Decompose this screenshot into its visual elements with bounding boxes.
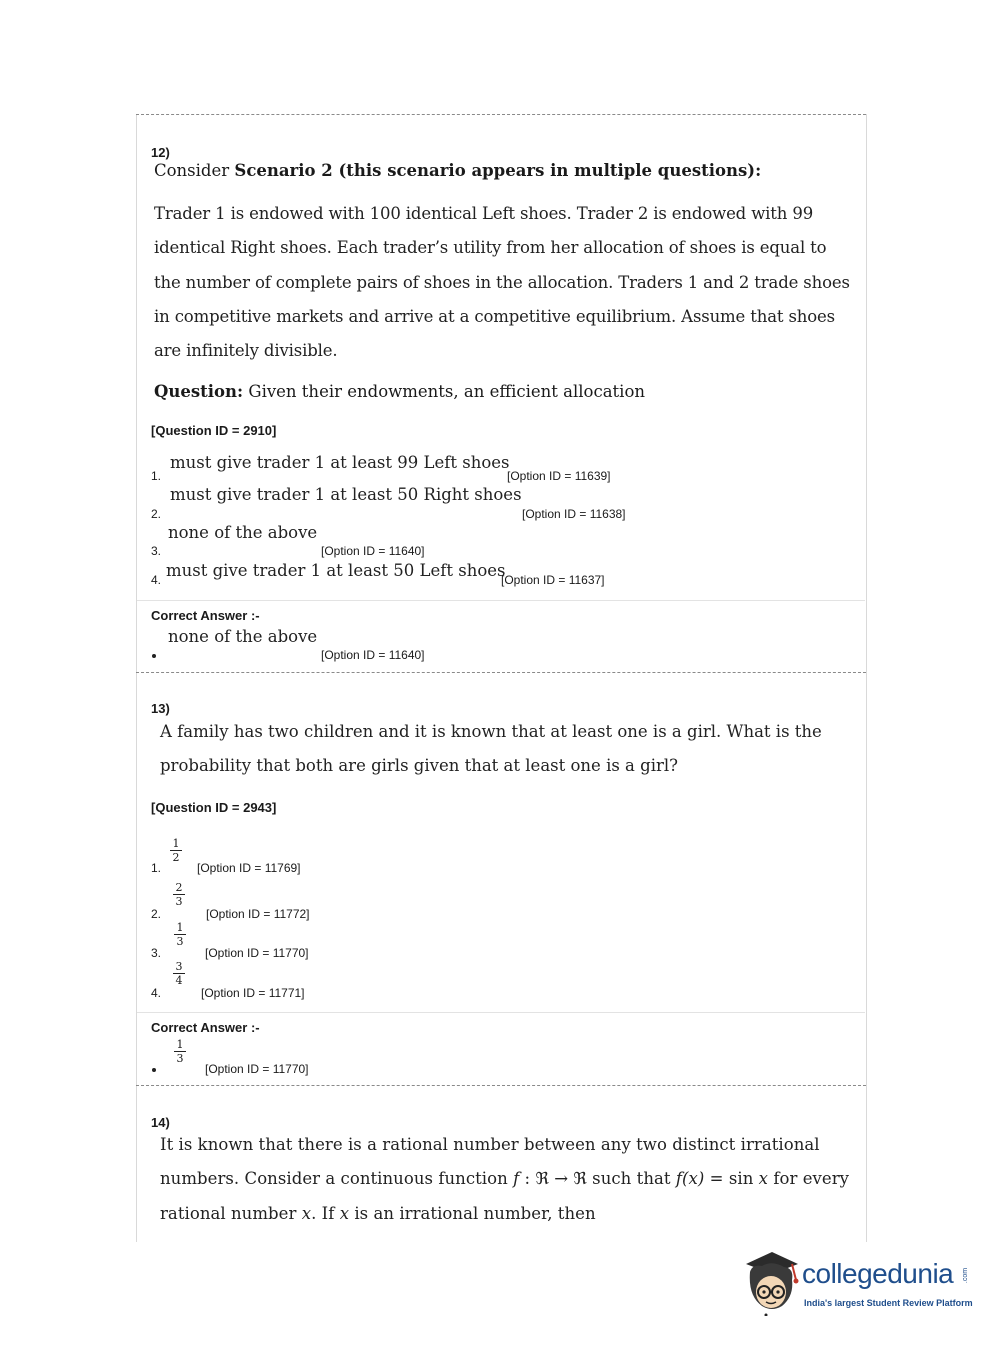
- paragraph-line: identical Right shoes. Each trader’s utility from her allocation of shoes is equal to: [154, 238, 827, 258]
- option-number: 2.: [151, 907, 162, 921]
- option-fraction[interactable]: [173, 882, 185, 907]
- option-number: 1.: [151, 469, 162, 483]
- fraction-denominator: 2: [172, 851, 180, 864]
- question-text: [154, 382, 645, 401]
- option-number: 1.: [151, 861, 162, 875]
- question-body: Given their endowments, an efficient allocation: [248, 382, 646, 401]
- question-label: Question:: [154, 382, 244, 401]
- option-text[interactable]: none of the above: [168, 523, 318, 542]
- paragraph-line: probability that both are girls given that at least one is a girl?: [160, 756, 678, 776]
- option-text[interactable]: must give trader 1 at least 50 Right shoes: [170, 485, 522, 504]
- collegedunia-logo[interactable]: [742, 1250, 972, 1320]
- fraction-numerator: 3: [175, 960, 183, 973]
- option-text[interactable]: must give trader 1 at least 99 Left shoes: [170, 453, 510, 472]
- mascot-icon: [742, 1250, 802, 1316]
- option-fraction[interactable]: [173, 961, 185, 986]
- option-fraction[interactable]: [174, 922, 186, 947]
- correct-answer-label: Correct Answer :-: [151, 1020, 260, 1035]
- question-id: [Question ID = 2943]: [151, 800, 277, 815]
- option-id: [Option ID = 11638]: [522, 507, 626, 521]
- answer-divider: [137, 600, 865, 601]
- scenario-paragraph: [154, 197, 850, 368]
- option-id: [Option ID = 11769]: [197, 861, 301, 875]
- option-number: 3.: [151, 544, 162, 558]
- question-paragraph: [160, 715, 822, 784]
- correct-answer-label: Correct Answer :-: [151, 608, 260, 623]
- fraction-denominator: 3: [176, 1052, 184, 1065]
- fraction-numerator: 1: [172, 837, 180, 850]
- option-id: [Option ID = 11771]: [201, 986, 305, 1000]
- bullet-icon: [152, 1068, 156, 1072]
- scenario-heading: [154, 161, 761, 180]
- paragraph-line: in competitive markets and arrive at a competitive equilibrium. Assume that shoes: [154, 306, 835, 326]
- fraction-denominator: 4: [175, 974, 183, 987]
- correct-answer-text: none of the above: [168, 627, 318, 646]
- question-paragraph: [160, 1128, 849, 1231]
- top-divider: [136, 114, 866, 115]
- correct-answer-fraction: [174, 1039, 186, 1064]
- question-id: [Question ID = 2910]: [151, 423, 277, 438]
- correct-option-id: [Option ID = 11770]: [205, 1062, 309, 1076]
- fraction-numerator: 1: [176, 1038, 184, 1051]
- option-id: [Option ID = 11640]: [321, 544, 425, 558]
- paragraph-line: It is known that there is a rational number between any two distinct irrational: [160, 1135, 820, 1154]
- option-text[interactable]: must give trader 1 at least 50 Left shoes: [166, 561, 506, 580]
- option-id: [Option ID = 11772]: [206, 907, 310, 921]
- question-number: 12): [151, 145, 170, 160]
- option-number: 4.: [151, 573, 162, 587]
- option-fraction[interactable]: [170, 838, 182, 863]
- question-divider: [136, 672, 866, 673]
- fraction-denominator: 3: [176, 935, 184, 948]
- paragraph-line: the number of complete pairs of shoes in the allocation. Traders 1 and 2 trade shoes: [154, 272, 850, 292]
- option-number: 4.: [151, 986, 162, 1000]
- option-id: [Option ID = 11770]: [205, 946, 309, 960]
- bullet-icon: [152, 654, 156, 658]
- logo-wordmark: collegedunia: [802, 1258, 954, 1289]
- option-number: 3.: [151, 946, 162, 960]
- fraction-numerator: 2: [175, 881, 183, 894]
- option-number: 2.: [151, 507, 162, 521]
- question-number: 14): [151, 1115, 170, 1130]
- logo-suffix: .com: [962, 1267, 970, 1284]
- scenario-title: Scenario 2 (this scenario appears in multiple questions):: [234, 161, 762, 180]
- scenario-prefix: Consider: [154, 161, 230, 180]
- fraction-numerator: 1: [176, 921, 184, 934]
- paragraph-line: numbers. Consider a continuous function f : ℜ → ℜ such that f(x) = sin x for every: [160, 1169, 850, 1189]
- logo-tagline: India's largest Student Review Platform: [804, 1298, 973, 1308]
- option-id: [Option ID = 11637]: [501, 573, 605, 587]
- correct-option-id: [Option ID = 11640]: [321, 648, 425, 662]
- option-id: [Option ID = 11639]: [507, 469, 611, 483]
- question-number: 13): [151, 701, 170, 716]
- paragraph-line: are infinitely divisible.: [154, 341, 338, 361]
- fraction-denominator: 3: [175, 895, 183, 908]
- paragraph-line: A family has two children and it is known that at least one is a girl. What is the: [160, 722, 822, 741]
- paragraph-line: rational number x. If x is an irrational number, then: [160, 1203, 596, 1223]
- paragraph-line: Trader 1 is endowed with 100 identical Left shoes. Trader 2 is endowed with 99: [154, 204, 814, 223]
- answer-divider: [137, 1012, 865, 1013]
- question-divider: [136, 1085, 866, 1086]
